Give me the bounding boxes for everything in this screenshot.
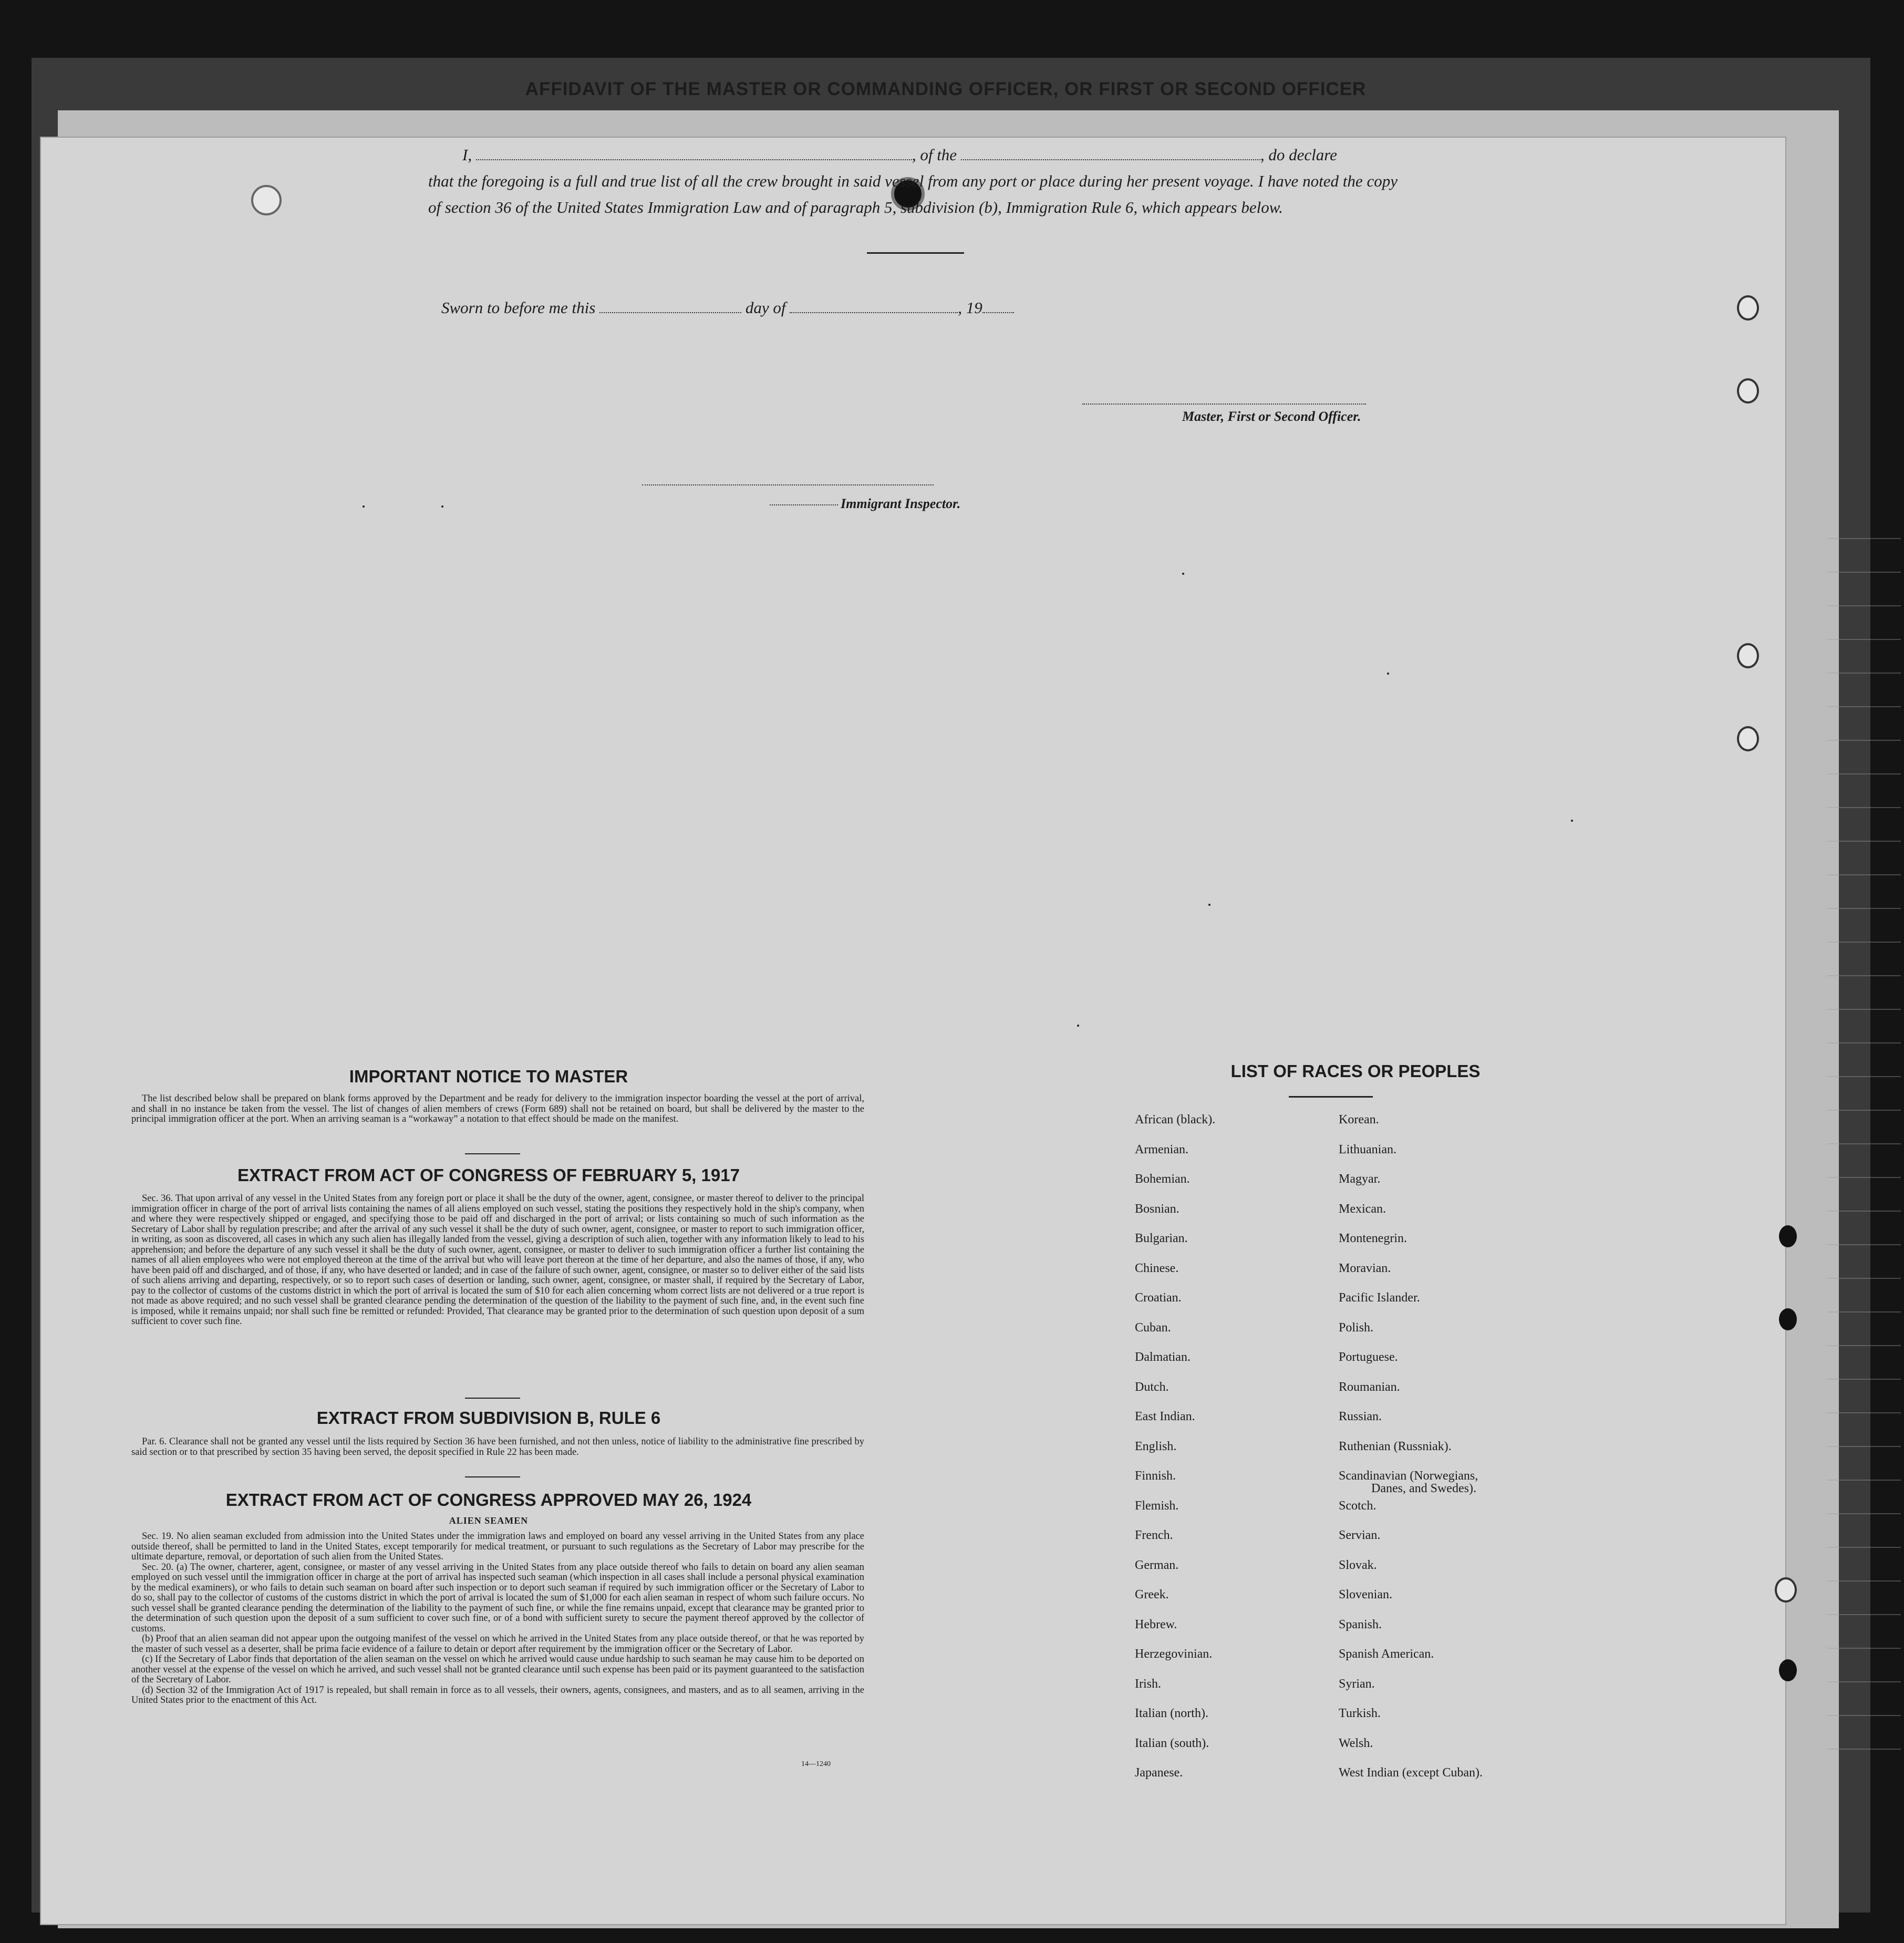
binder-hole-icon xyxy=(1779,1308,1797,1330)
race-item-continuation: Danes, and Swedes). xyxy=(1371,1482,1476,1495)
race-item: Scandinavian (Norwegians, xyxy=(1339,1469,1478,1483)
alien-seamen-subtitle: ALIEN SEAMEN xyxy=(449,1515,529,1526)
race-item: Polish. xyxy=(1339,1320,1374,1335)
race-item: Pacific Islander. xyxy=(1339,1291,1420,1305)
master-signature-field[interactable] xyxy=(1082,404,1366,405)
sec-20d-paragraph: (d) Section 32 of the Immigration Act of 1917 is repealed, but shall remain in force as to all vessels, their owners, agents, consignees, and masters, and as to all seamen, arriving in the United States prior to the enactment of this Act. xyxy=(131,1684,864,1706)
race-item: East Indian. xyxy=(1135,1410,1195,1423)
race-item: Dutch. xyxy=(1135,1380,1169,1394)
race-item: Japanese. xyxy=(1135,1766,1183,1780)
ink-speck xyxy=(1182,573,1184,575)
race-item: Slovenian. xyxy=(1339,1588,1392,1601)
race-item: Spanish. xyxy=(1339,1617,1382,1631)
binder-hole-icon xyxy=(1737,378,1759,404)
sworn-day-field[interactable] xyxy=(599,298,741,313)
master-signature-label: Master, First or Second Officer. xyxy=(1182,409,1361,424)
extract-1917-body: Sec. 36. That upon arrival of any vessel in the United States from any foreign port or place it shall be the duty of the owner, agent, consignee, or master thereof to deliver to the principal immigration officer in charge of the port of arrival lists containing the names of all aliens employed on such vessel, stating the positions they respectively hold in the ship's company, when and where they were respectively shipped or engaged, and specifying those to be paid off and discharged in the port of arrival; or lists containing so much of such information as the Secretary of Labor shall by regulation prescribe; and after the arrival of any such vessel it shall be the duty of such owner, agent, consignee, or master to report to such immigration officer, in writing, as soon as discovered, all cases in which any such alien has illegally landed from the vessel, giving a description of such alien, together with any information likely to lead to his apprehension; and before the departure of any such vessel it shall be the duty of such owner, agent, consignee, or master to deliver to such immigration officer a further list containing the names of all alien employees who were not employed thereon at the time of the arrival but who will leave port thereon at the time of her departure, and also the names of those, if any, who have been paid off and discharged, and of those, if any, who have deserted or landed; and in case of the failure of such owner, agent, consignee, or master so to deliver either of the said lists of such aliens arriving and departing, respectively, or so to report such cases of desertion or landing, such owner, agent, consignee, or master shall, if required by the Secretary of Labor, pay to the collector of customs of the customs district in which the port of arrival is located the sum of $10 for each alien concerning whom correct lists are not delivered or a true report is not made as above required; and no such vessel shall be granted clearance pending the determination of the question of the liability to the payment of such fine, and, in the event such fine is imposed, while it remains unpaid; nor shall such fine be remitted or refunded: Provided, That clearance may be granted prior to the determination of such question upon deposit of a sum sufficient to cover such fine. xyxy=(131,1193,864,1327)
form-number: 14—1240 xyxy=(801,1760,831,1768)
affidavit-body xyxy=(389,142,1419,221)
race-item: Ruthenian (Russniak). xyxy=(1339,1439,1452,1453)
sworn-month-field[interactable] xyxy=(790,298,958,313)
inspector-label: Immigrant Inspector. xyxy=(841,496,961,511)
inspector-prefix-field[interactable] xyxy=(770,504,838,505)
extract-rule6-body: Par. 6. Clearance shall not be granted any vessel until the lists required by Section 36 have been furnished, and not then unless, notice of liability to the administrative fine prescribed by said section or to that prescribed by section 35 having been served, the deposit specified in Rule 22 has been made. xyxy=(131,1436,864,1458)
extract-1917-title: EXTRACT FROM ACT OF CONGRESS OF FEBRUARY 5, 1917 xyxy=(237,1165,740,1185)
ink-speck xyxy=(1387,673,1389,675)
race-item: Lithuanian. xyxy=(1339,1142,1396,1156)
sworn-line xyxy=(441,298,1014,317)
i-label: I, xyxy=(462,146,472,164)
affidavit-text: that the foregoing is a full and true list of all the crew brought in said vessel from any port or place during her present voyage. I have noted the copy of section 36 of the United States Immigration Law and of paragraph 5, subdivision (b), Immigration Rule 6, which appears below. xyxy=(428,172,1398,216)
race-item: Irish. xyxy=(1135,1677,1161,1691)
binder-hole-icon xyxy=(1779,1225,1797,1247)
race-item: Chinese. xyxy=(1135,1261,1179,1275)
race-item: Welsh. xyxy=(1339,1736,1373,1750)
race-item: Magyar. xyxy=(1339,1172,1381,1186)
ink-speck xyxy=(1208,904,1210,906)
races-title-rule xyxy=(1289,1096,1373,1098)
race-item: English. xyxy=(1135,1439,1177,1453)
race-item: Servian. xyxy=(1339,1528,1381,1542)
race-item: Roumanian. xyxy=(1339,1380,1400,1394)
ink-speck xyxy=(1571,820,1573,822)
race-item: Cuban. xyxy=(1135,1320,1171,1335)
extract-1924-body xyxy=(131,1532,864,1706)
do-declare-label: , do declare xyxy=(1260,146,1337,164)
of-the-label: , of the xyxy=(912,146,957,164)
race-item: Moravian. xyxy=(1339,1261,1391,1275)
race-item: French. xyxy=(1135,1528,1173,1542)
ink-speck xyxy=(1077,1025,1079,1027)
sworn-prefix: Sworn to before me this xyxy=(441,298,596,317)
ink-speck xyxy=(363,505,365,508)
sworn-year: , 19 xyxy=(958,298,982,317)
extract-1924-title: EXTRACT FROM ACT OF CONGRESS APPROVED MAY 26, 1924 xyxy=(225,1490,752,1510)
race-item: Finnish. xyxy=(1135,1469,1176,1483)
sworn-year-field[interactable] xyxy=(982,298,1014,313)
ruled-edge xyxy=(1827,505,1901,1766)
extract-rule6-title: EXTRACT FROM SUBDIVISION B, RULE 6 xyxy=(316,1408,661,1428)
sec-19-paragraph: Sec. 19. No alien seaman excluded from admission into the United States under the immigration laws and employed on board any vessel arriving in the United States from any place outside thereof, shall be permitted to land in the United States, except temporarily for medical treatment, or pursuant to such regulations as the Secretary of Labor may prescribe for the ultimate departure, removal, or deportation of such alien from the United States. xyxy=(131,1531,864,1562)
sec-20b-paragraph: (b) Proof that an alien seaman did not appear upon the outgoing manifest of the vessel on which he arrived in the United States from any place outside thereof, or that he was reported by the master of such vessel as a deserter, shall be prima facie evidence of a failure to detain or deport after requirement by the immigration officer or the Secretary of Labor. xyxy=(131,1634,864,1655)
vessel-field[interactable] xyxy=(961,146,1260,160)
title-rule xyxy=(867,252,964,254)
race-item: Spanish American. xyxy=(1339,1647,1434,1661)
race-item: Portuguese. xyxy=(1339,1350,1398,1364)
race-item: Herzegovinian. xyxy=(1135,1647,1213,1661)
race-item: West Indian (except Cuban). xyxy=(1339,1766,1483,1780)
race-item: Bosnian. xyxy=(1135,1202,1179,1216)
ink-speck xyxy=(441,505,443,508)
notice-body: The list described below shall be prepared on blank forms approved by the Department and be ready for delivery to the immigration inspector boarding the vessel at the port of arrival, and shall in no instance be taken from the vessel. The list of changes of alien members of crews (Form 689) shall not be retained on board, but shall be delivered by the master to the principal immigration officer at the port. When an arriving seaman is a “workaway” a notation to that effect should be made on the manifest. xyxy=(131,1093,864,1124)
sec-20a-paragraph: Sec. 20. (a) The owner, charterer, agent, consignee, or master of any vessel arriving in the United States from any place outside thereof who fails to detain on board any alien seaman employed on such vessel until the immigration officer in charge at the port of arrival has inspected such seaman (which inspection in all cases shall include a personal physical examination by the medical examiners), or who fails to detain such seaman on board after such inspection or to deport such seaman if required by such immigration officer or the Secretary of Labor to do so, shall pay to the collector of customs of the customs district in which the port of arrival is located the sum of $1,000 for each alien seaman in respect of whom such failure occurs. No such vessel shall be granted clearance pending the determination of the liability to the payment of such fine, or while the fine remains unpaid, except that clearance may be granted prior to the determination of such question upon the deposit of a sum sufficient to cover such fine, or of a bond with sufficient surety to secure the payment thereof approved by the collector of customs. xyxy=(131,1562,864,1634)
binder-hole-icon xyxy=(1779,1659,1797,1681)
race-item: Syrian. xyxy=(1339,1677,1375,1691)
race-item: Bulgarian. xyxy=(1135,1232,1188,1245)
race-item: Hebrew. xyxy=(1135,1617,1177,1631)
race-item: Russian. xyxy=(1339,1410,1382,1423)
race-item: Scotch. xyxy=(1339,1498,1377,1513)
affidavit-title: AFFIDAVIT OF THE MASTER OR COMMANDING OFFICER, OR FIRST OR SECOND OFFICER xyxy=(525,79,1367,99)
race-item: Italian (south). xyxy=(1135,1736,1209,1750)
race-item: African (black). xyxy=(1135,1113,1216,1126)
binder-hole-icon xyxy=(1737,643,1759,668)
section-rule xyxy=(465,1476,520,1477)
race-item: Croatian. xyxy=(1135,1291,1182,1305)
race-item: Dalmatian. xyxy=(1135,1350,1191,1364)
section-rule xyxy=(465,1398,520,1399)
punch-hole-icon xyxy=(251,185,282,215)
notice-title: IMPORTANT NOTICE TO MASTER xyxy=(349,1067,628,1086)
race-item: Italian (north). xyxy=(1135,1707,1208,1720)
race-item: Armenian. xyxy=(1135,1142,1188,1156)
race-item: Greek. xyxy=(1135,1588,1169,1601)
sec-20c-paragraph: (c) If the Secretary of Labor finds that deportation of the alien seaman on the vessel on which he arrived would cause undue hardship to such seaman he may cause him to be deported on another vessel at the expense of the vessel on which he arrived, and such vessel shall not be granted clearance until such expense has been paid or its payment guaranteed to the satisfaction of the Secretary of Labor. xyxy=(131,1654,864,1685)
race-item: Mexican. xyxy=(1339,1202,1386,1216)
race-item: Turkish. xyxy=(1339,1707,1381,1720)
name-field[interactable] xyxy=(476,146,912,160)
race-item: Flemish. xyxy=(1135,1498,1179,1513)
race-item: Slovak. xyxy=(1339,1558,1377,1572)
race-item: Korean. xyxy=(1339,1113,1379,1126)
binder-hole-icon xyxy=(1737,726,1759,751)
races-title: LIST OF RACES OR PEOPLES xyxy=(1230,1061,1481,1081)
binder-hole-icon xyxy=(1737,295,1759,321)
sworn-day-of: day of xyxy=(745,298,786,317)
race-item: Bohemian. xyxy=(1135,1172,1190,1186)
race-item: German. xyxy=(1135,1558,1179,1572)
inspector-signature-field[interactable] xyxy=(642,484,934,485)
declaration-line xyxy=(462,142,1419,168)
binder-hole-icon xyxy=(1775,1577,1797,1603)
section-rule xyxy=(465,1153,520,1154)
race-item: Montenegrin. xyxy=(1339,1232,1407,1245)
